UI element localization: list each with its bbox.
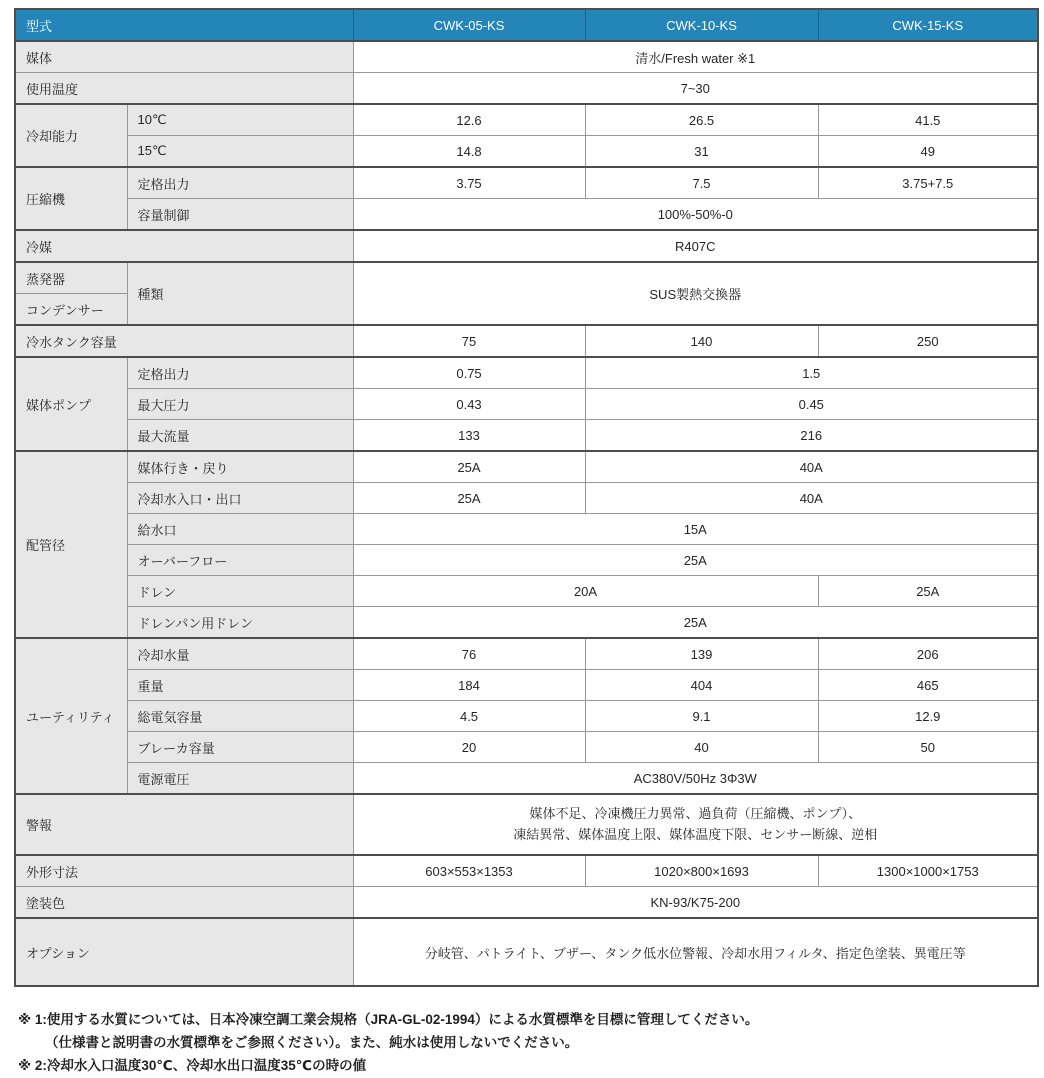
- cooling-15-label: 15℃: [127, 136, 353, 168]
- piping-supply-value: 15A: [353, 514, 1038, 545]
- row-dimensions: [15, 855, 1038, 887]
- operating-temp-label: 使用温度: [15, 73, 353, 105]
- utility-water-v3: 206: [818, 638, 1038, 670]
- piping-label: 配管径: [15, 451, 127, 638]
- piping-drain-label: ドレン: [127, 576, 353, 607]
- piping-drainpan-label: ドレンパン用ドレン: [127, 607, 353, 639]
- header-row: [15, 9, 1038, 41]
- row-compressor-rated: [15, 167, 1038, 199]
- row-media: [15, 41, 1038, 73]
- utility-label: ユーティリティ: [15, 638, 127, 794]
- row-pump-pressure: [15, 389, 1038, 420]
- cooling-15-v1: 14.8: [353, 136, 585, 168]
- utility-electric-label: 総電気容量: [127, 701, 353, 732]
- piping-media-v1: 25A: [353, 451, 585, 483]
- pump-pressure-v23: 0.45: [585, 389, 1038, 420]
- footnote-2: ※ 2:冷却水入口温度30℃、冷却水出口温度35℃の時の値: [18, 1057, 367, 1073]
- row-paint: [15, 887, 1038, 919]
- cooling-15-v3: 49: [818, 136, 1038, 168]
- utility-electric-v1: 4.5: [353, 701, 585, 732]
- alarm-line-1: 媒体不足、冷凍機圧力異常、過負荷（圧縮機、ポンプ）、: [529, 806, 862, 822]
- options-label: オプション: [15, 918, 353, 986]
- utility-weight-v1: 184: [353, 670, 585, 701]
- tank-capacity-label: 冷水タンク容量: [15, 325, 353, 357]
- utility-breaker-label: ブレーカ容量: [127, 732, 353, 763]
- row-piping-supply: [15, 514, 1038, 545]
- pump-rated-label: 定格出力: [127, 357, 353, 389]
- row-evaporator: [15, 262, 1038, 294]
- row-utility-power: [15, 763, 1038, 795]
- compressor-rated-v2: 7.5: [585, 167, 818, 199]
- pump-rated-v23: 1.5: [585, 357, 1038, 389]
- utility-power-label: 電源電圧: [127, 763, 353, 795]
- row-piping-drainpan: [15, 607, 1038, 639]
- row-utility-weight: [15, 670, 1038, 701]
- piping-cooling-label: 冷却水入口・出口: [127, 483, 353, 514]
- capacity-control-label: 容量制御: [127, 199, 353, 231]
- pump-flow-v1: 133: [353, 420, 585, 452]
- media-label: 媒体: [15, 41, 353, 73]
- piping-overflow-label: オーバーフロー: [127, 545, 353, 576]
- cooling-capacity-label: 冷却能力: [15, 104, 127, 167]
- utility-water-v2: 139: [585, 638, 818, 670]
- row-utility-breaker: [15, 732, 1038, 763]
- dimensions-v2: 1020×800×1693: [585, 855, 818, 887]
- cooling-10-v3: 41.5: [818, 104, 1038, 136]
- piping-media-label: 媒体行き・戻り: [127, 451, 353, 483]
- piping-media-v23: 40A: [585, 451, 1038, 483]
- corner-header: 型式: [15, 9, 353, 41]
- row-options: [15, 918, 1038, 986]
- cooling-10-v2: 26.5: [585, 104, 818, 136]
- utility-weight-v2: 404: [585, 670, 818, 701]
- model-header-2: CWK-10-KS: [585, 9, 818, 41]
- footnote-1: ※ 1:使用する水質については、日本冷凍空調工業会規格（JRA-GL-02-1994）による水質標準を目標に管理してください。: [18, 1012, 759, 1027]
- compressor-rated-label: 定格出力: [127, 167, 353, 199]
- paint-value: KN-93/K75-200: [353, 887, 1038, 919]
- piping-supply-label: 給水口: [127, 514, 353, 545]
- utility-weight-v3: 465: [818, 670, 1038, 701]
- cooling-10-label: 10℃: [127, 104, 353, 136]
- row-refrigerant: [15, 230, 1038, 262]
- dimensions-v3: 1300×1000×1753: [818, 855, 1038, 887]
- utility-breaker-v1: 20: [353, 732, 585, 763]
- row-pump-rated: [15, 357, 1038, 389]
- media-value: 清水/Fresh water ※1: [353, 41, 1038, 73]
- piping-cooling-v1: 25A: [353, 483, 585, 514]
- evaporator-label: 蒸発器: [15, 262, 127, 294]
- cooling-10-v1: 12.6: [353, 104, 585, 136]
- cooling-15-v2: 31: [585, 136, 818, 168]
- spec-table: [14, 8, 1039, 987]
- row-utility-water: [15, 638, 1038, 670]
- hx-type-label: 種類: [127, 262, 353, 325]
- model-header-3: CWK-15-KS: [818, 9, 1038, 41]
- row-pump-flow: [15, 420, 1038, 452]
- compressor-rated-v1: 3.75: [353, 167, 585, 199]
- utility-water-v1: 76: [353, 638, 585, 670]
- row-compressor-capacity: [15, 199, 1038, 231]
- piping-overflow-value: 25A: [353, 545, 1038, 576]
- media-pump-label: 媒体ポンプ: [15, 357, 127, 451]
- row-operating-temp: [15, 73, 1038, 105]
- row-tank-capacity: [15, 325, 1038, 357]
- utility-water-label: 冷却水量: [127, 638, 353, 670]
- piping-cooling-v23: 40A: [585, 483, 1038, 514]
- row-cooling-10: [15, 104, 1038, 136]
- refrigerant-label: 冷媒: [15, 230, 353, 262]
- row-piping-overflow: [15, 545, 1038, 576]
- utility-weight-label: 重量: [127, 670, 353, 701]
- piping-drainpan-value: 25A: [353, 607, 1038, 639]
- pump-pressure-v1: 0.43: [353, 389, 585, 420]
- piping-drain-v3: 25A: [818, 576, 1038, 607]
- dimensions-label: 外形寸法: [15, 855, 353, 887]
- pump-flow-v23: 216: [585, 420, 1038, 452]
- condenser-label: コンデンサー: [15, 294, 127, 326]
- refrigerant-value: R407C: [353, 230, 1038, 262]
- tank-capacity-v3: 250: [818, 325, 1038, 357]
- row-alarm: [15, 794, 1038, 855]
- capacity-control-value: 100%-50%-0: [353, 199, 1038, 231]
- pump-pressure-label: 最大圧力: [127, 389, 353, 420]
- compressor-label: 圧縮機: [15, 167, 127, 230]
- row-piping-drain: [15, 576, 1038, 607]
- paint-label: 塗装色: [15, 887, 353, 919]
- utility-electric-v3: 12.9: [818, 701, 1038, 732]
- utility-breaker-v2: 40: [585, 732, 818, 763]
- footnotes: [18, 1009, 1037, 1078]
- tank-capacity-v2: 140: [585, 325, 818, 357]
- alarm-label: 警報: [15, 794, 353, 855]
- utility-power-value: AC380V/50Hz 3Φ3W: [353, 763, 1038, 795]
- footnote-1-continued: （仕様書と説明書の水質標準をご参照ください）。また、純水は使用しないでください。: [45, 1034, 579, 1050]
- row-utility-electric: [15, 701, 1038, 732]
- alarm-line-2: 凍結異常、媒体温度上限、媒体温度下限、センサー断線、逆相: [513, 826, 878, 842]
- utility-electric-v2: 9.1: [585, 701, 818, 732]
- utility-breaker-v3: 50: [818, 732, 1038, 763]
- tank-capacity-v1: 75: [353, 325, 585, 357]
- pump-flow-label: 最大流量: [127, 420, 353, 452]
- model-header-1: CWK-05-KS: [353, 9, 585, 41]
- pump-rated-v1: 0.75: [353, 357, 585, 389]
- operating-temp-value: 7~30: [353, 73, 1038, 105]
- piping-drain-v12: 20A: [353, 576, 818, 607]
- row-piping-cooling: [15, 483, 1038, 514]
- alarm-value: [353, 794, 1038, 855]
- options-value: 分岐管、パトライト、ブザー、タンク低水位警報、冷却水用フィルタ、指定色塗装、異電圧等: [353, 918, 1038, 986]
- compressor-rated-v3: 3.75+7.5: [818, 167, 1038, 199]
- dimensions-v1: 603×553×1353: [353, 855, 585, 887]
- hx-type-value: SUS製熱交換器: [353, 262, 1038, 325]
- row-cooling-15: [15, 136, 1038, 168]
- row-piping-media: [15, 451, 1038, 483]
